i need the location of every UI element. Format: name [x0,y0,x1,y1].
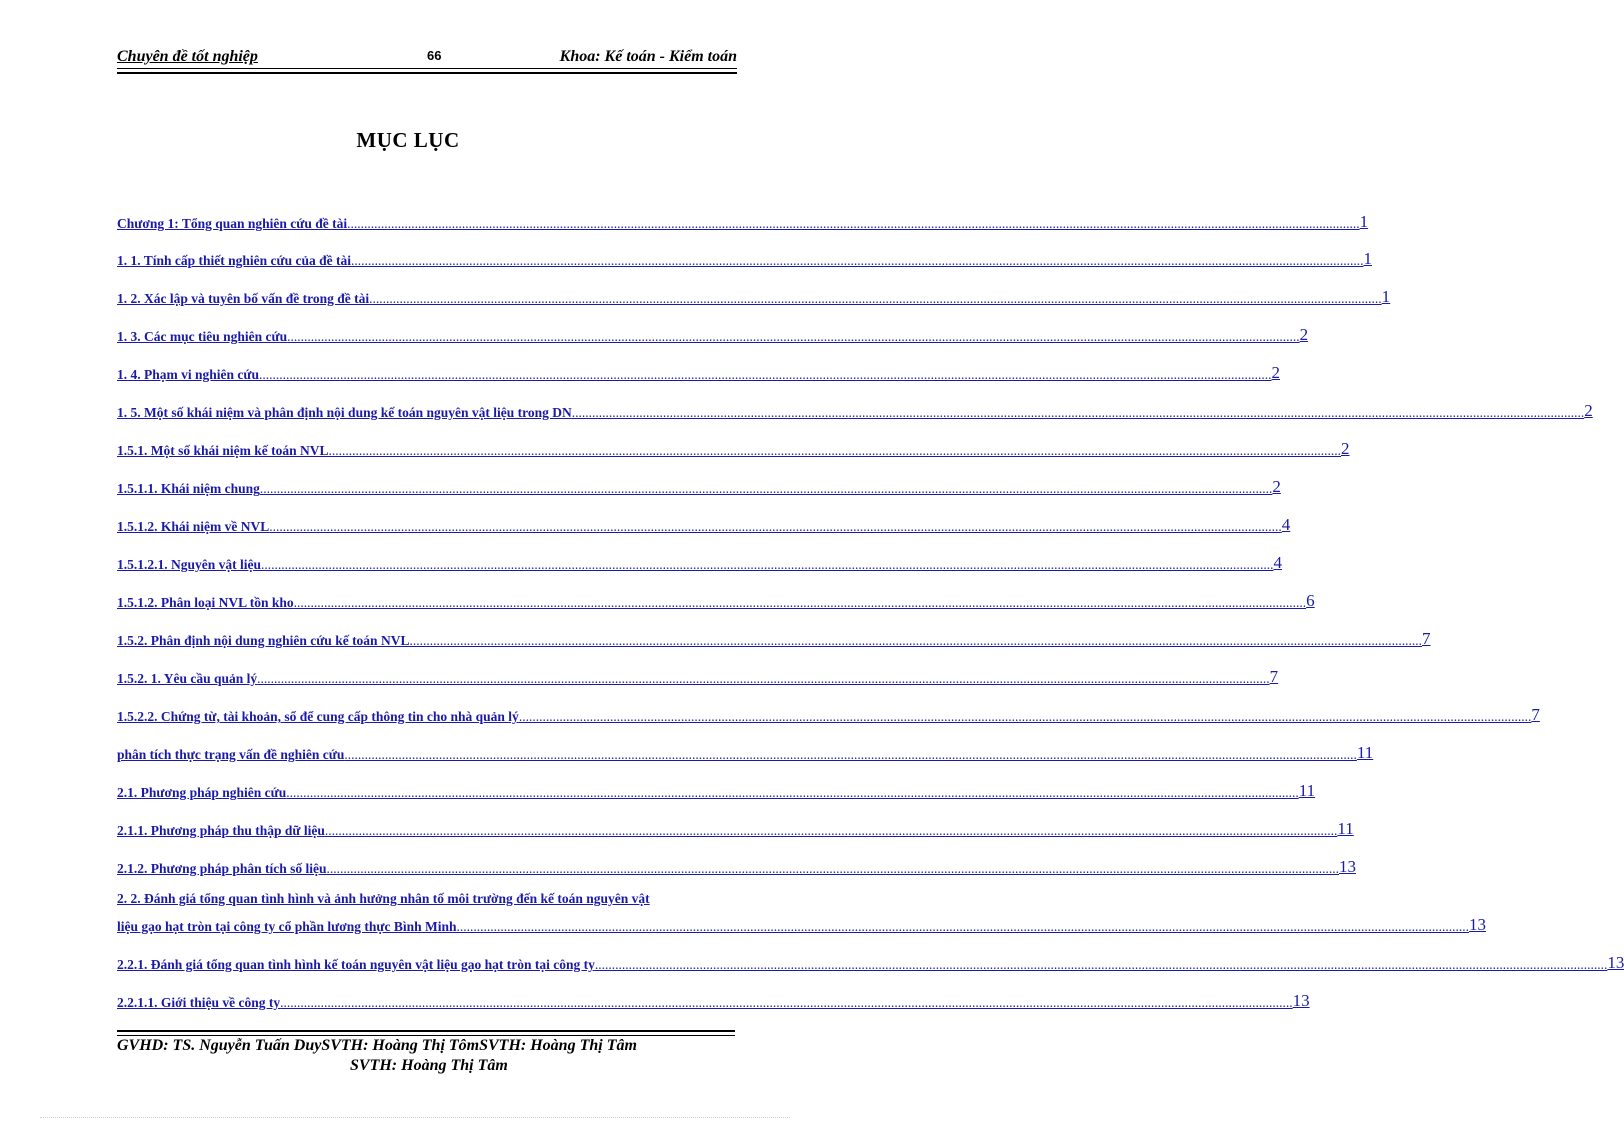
toc-entry-label: 1. 5. Một số khái niệm và phân định nội dung kế toán nguyên vật liệu trong DN [117,405,572,420]
toc-entry-page: 1 [1359,212,1369,231]
toc-entry[interactable] [117,511,1291,535]
toc-entry-page: 4 [1273,553,1283,572]
toc-entry-label: 1. 3. Các mục tiêu nghiên cứu [117,329,288,344]
page-footer [117,1036,737,1076]
toc-entry[interactable] [117,549,1283,573]
toc-entry[interactable] [117,208,1369,232]
toc-entry-label: 2.2.1.1. Giới thiệu về công ty [117,995,281,1010]
toc-entry-page: 13 [1468,915,1486,934]
toc-entry-label: 2. 2. Đánh giá tổng quan tình hình và ảnh hưởng nhân tố môi trường đến kế toán nguyên vật [117,891,650,906]
toc-entry[interactable] [117,949,1624,973]
toc-entry-page: 2 [1341,439,1350,458]
toc-entry[interactable] [117,283,1391,307]
toc-entry-label: 1.5.1.2.1. Nguyên vật liệu [117,557,262,572]
toc-leader-dots: ............................................................................................................................................................................................................................................................................................................ [409,633,1422,648]
toc-entry[interactable] [117,701,1540,725]
toc-entry-label: 1.5.1.2. Khái niệm về NVL [117,519,270,534]
toc-entry-label: phân tích thực trạng vấn đề nghiên cứu [117,747,345,762]
toc-entry-label: Chương 1: Tổng quan nghiên cứu đề tài [117,216,348,231]
toc-entry[interactable] [117,987,1310,1011]
toc-entry-page: 2 [1584,401,1593,420]
toc-entry-label: 1.5.1.2. Phân loại NVL tồn kho [117,595,294,610]
toc-leader-dots: ............................................................................................................................................................................................................................................................................................................ [344,747,1357,762]
toc-leader-dots: ............................................................................................................................................................................................................................................................................................................ [261,557,1274,572]
toc-leader-dots: ............................................................................................................................................................................................................................................................................................................ [280,995,1293,1010]
toc-entry-label: 1.5.1.1. Khái niệm chung [117,481,260,496]
toc-entry-page: 2 [1299,325,1309,344]
toc-entry-label: 2.1.2. Phương pháp phân tích số liệu [117,861,327,876]
toc-leader-dots: ............................................................................................................................................................................................................................................................................................................ [347,216,1360,231]
toc-entry[interactable] [117,587,1315,611]
toc-entry-page: 13 [1292,991,1310,1010]
toc-entry-page: 11 [1337,819,1354,838]
toc-entry[interactable] [117,853,1357,877]
toc-entry[interactable] [117,359,1280,383]
toc-leader-dots: ............................................................................................................................................................................................................................................................................................................ [518,709,1532,724]
toc-entry[interactable] [117,321,1309,345]
toc-entry-page: 2 [1271,363,1280,382]
toc-leader-dots: ............................................................................................................................................................................................................................................................................................................ [369,291,1382,306]
toc-leader-dots: ............................................................................................................................................................................................................................................................................................................ [269,519,1282,534]
toc-entry[interactable] [117,435,1350,459]
toc-entry-label: 1.5.2.2. Chứng từ, tài khoản, sổ để cung cấp thông tin cho nhà quản lý [117,709,519,724]
toc-entry-page: 6 [1306,591,1315,610]
toc-entry-label: 1.5.1. Một số khái niệm kế toán NVL [117,443,329,458]
toc-entry-label: 1. 2. Xác lập và tuyên bố vấn đề trong đề tài [117,291,370,306]
toc-leader-dots: ............................................................................................................................................................................................................................................................................................................ [324,823,1338,838]
toc-leader-dots: ............................................................................................................................................................................................................................................................................................................ [571,405,1585,420]
toc-entry-label-continued: liệu gạo hạt tròn tại công ty cổ phần lương thực Bình Minh [117,919,457,934]
toc-leader-dots: ............................................................................................................................................................................................................................................................................................................ [259,481,1273,496]
toc-entry-label: 2.1. Phương pháp nghiên cứu [117,785,287,800]
toc-leader-dots: ............................................................................................................................................................................................................................................................................................................ [293,595,1307,610]
page-header [117,46,737,68]
header-document-type: Chuyên đề tốt nghiệp [117,48,258,65]
toc-entry[interactable] [117,777,1316,801]
toc-entry-label: 1. 1. Tính cấp thiết nghiên cứu của đề tài [117,253,352,268]
toc-entry-page: 11 [1356,743,1374,762]
toc-entry[interactable] [117,397,1593,421]
toc-entry[interactable] [117,473,1281,497]
toc-entry-page: 1 [1363,249,1373,268]
header-divider [117,68,737,74]
toc-leader-dots: ............................................................................................................................................................................................................................................................................................................ [326,861,1340,876]
toc-leader-dots: ............................................................................................................................................................................................................................................................................................................ [257,671,1270,686]
footer-line-2: SVTH: Hoàng Thị Tâm [350,1057,508,1074]
toc-entry-page: 2 [1272,477,1281,496]
toc-leader-dots: ............................................................................................................................................................................................................................................................................................................ [594,957,1608,972]
toc-entry[interactable] [117,245,1373,269]
toc-entry-page: 13 [1607,953,1624,972]
toc-entry-label: 2.1.1. Phương pháp thu thập dữ liệu [117,823,325,838]
toc-entry-page: 1 [1381,287,1391,306]
toc-entry-label: 2.2.1. Đánh giá tổng quan tình hình kế toán nguyên vật liệu gạo hạt tròn tại công ty [117,957,595,972]
toc-entry-label: 1.5.2. 1. Yêu cầu quản lý [117,671,258,686]
page-bottom-border [40,1117,790,1119]
toc-leader-dots: ............................................................................................................................................................................................................................................................................................................ [328,443,1342,458]
toc-entry[interactable] [117,739,1374,763]
toc-leader-dots: ............................................................................................................................................................................................................................................................................................................ [351,253,1364,268]
toc-entry-page: 11 [1298,781,1316,800]
toc-leader-dots: ............................................................................................................................................................................................................................................................................................................ [259,367,1272,382]
toc-entry-page: 4 [1281,515,1291,534]
toc-title: MỤC LỤC [356,128,460,152]
toc-entry-multiline[interactable] [117,891,1486,935]
toc-entry[interactable] [117,625,1431,649]
footer-line-1: GVHD: TS. Nguyễn Tuấn DuySVTH: Hoàng Thị TômSVTH: Hoàng Thị Tâm [117,1037,637,1054]
toc-entry-label: 1. 4. Phạm vi nghiên cứu [117,367,259,382]
toc-entry-page: 7 [1531,705,1540,724]
toc-entry[interactable] [117,663,1279,687]
toc-entry-label: 1.5.2. Phân định nội dung nghiên cứu kế toán NVL [117,633,410,648]
toc-entry-page: 13 [1339,857,1357,876]
toc-leader-dots: ............................................................................................................................................................................................................................................................................................................ [286,785,1299,800]
toc-entry-page: 7 [1269,667,1279,686]
header-page-number: 66 [427,48,442,63]
toc-entry-page: 7 [1421,629,1431,648]
header-faculty: Khoa: Kế toán - Kiểm toán [559,48,737,65]
toc-entry[interactable] [117,815,1354,839]
toc-leader-dots: ............................................................................................................................................................................................................................................................................................................ [456,919,1469,934]
toc-leader-dots: ............................................................................................................................................................................................................................................................................................................ [287,329,1300,344]
